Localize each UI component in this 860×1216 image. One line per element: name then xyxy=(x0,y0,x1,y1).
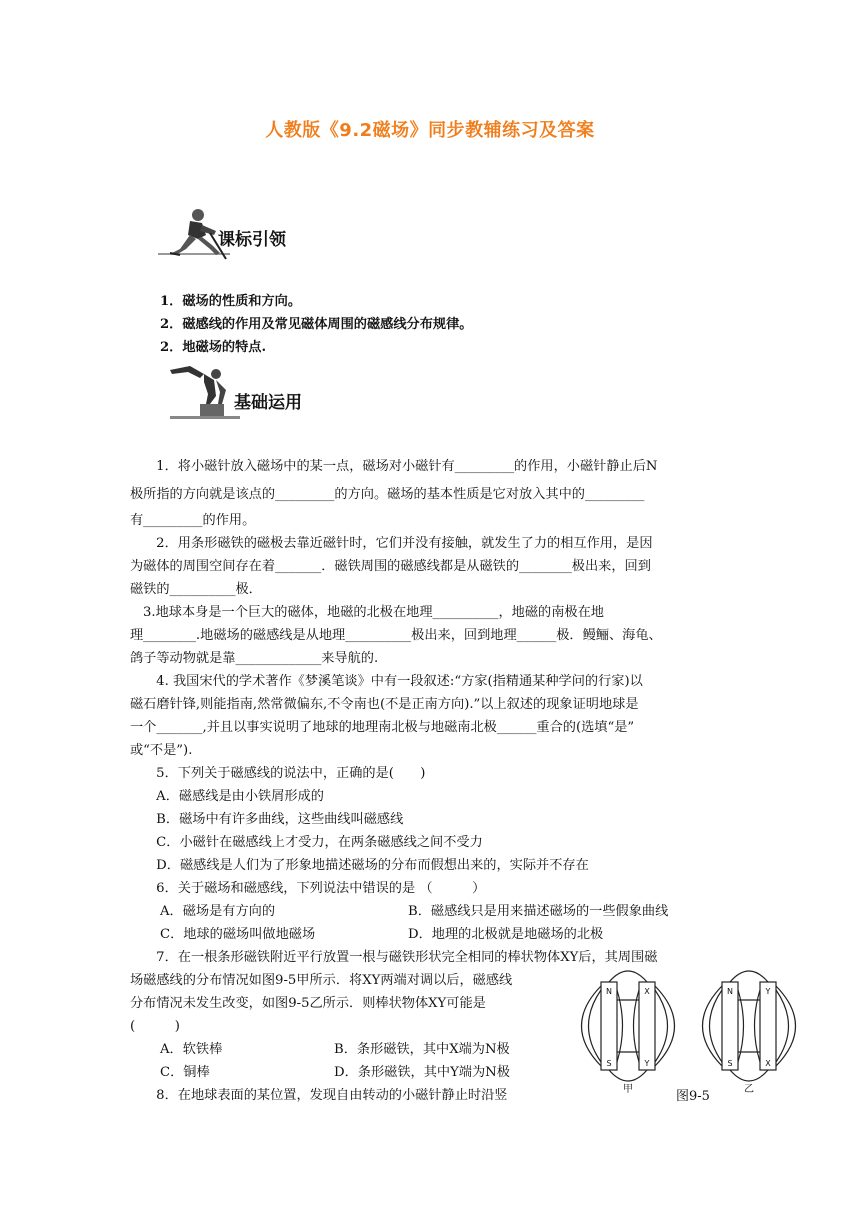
section-heading-label: 课标引领 xyxy=(218,230,286,250)
end-label-y: Y xyxy=(765,987,771,996)
text-line: 分布情况未发生改变，如图9-5乙所示．则棒状物体XY可能是 xyxy=(130,996,486,1011)
text-line: 磁石磨针锋,则能指南,然常微偏东,不令南也(不是正南方向).”以上叙述的现象证明地球是 xyxy=(130,697,639,712)
text-line: 极所指的方向就是该点的_________的方向。磁场的基本性质是它对放入其中的_________ xyxy=(130,487,645,502)
text-line: 场磁感线的分布情况如图9-5甲所示．将XY两端对调以后，磁感线 xyxy=(130,973,513,988)
text-line: 3.地球本身是一个巨大的磁体，地磁的北极在地理__________，地磁的南极在地 xyxy=(143,605,604,620)
page-title: 人教版《9.2磁场》同步教辅练习及答案 xyxy=(265,120,595,141)
field-lines-left xyxy=(582,971,675,1081)
end-label-y: Y xyxy=(644,1059,650,1068)
text-line: 1．将小磁针放入磁场中的某一点，磁场对小磁针有_________的作用，小磁针静止后N xyxy=(143,459,658,474)
text-line: 8．在地球表面的某位置，发现自由转动的小磁针静止时沿竖 xyxy=(143,1088,508,1103)
text-line: D．磁感线是人们为了形象地描述磁场的分布而假想出来的，实际并不存在 xyxy=(143,858,589,873)
text-line: 或“不是”). xyxy=(130,743,193,758)
option-b: B．磁感线只是用来描述磁场的一些假象曲线 xyxy=(408,904,669,919)
figure-caption: 图9-5 xyxy=(676,1089,710,1104)
section-heading-standards xyxy=(150,205,350,270)
text-line: 鸽子等动物就是靠_____________来导航的. xyxy=(130,651,379,666)
text-line: A．磁感线是由小铁屑形成的 xyxy=(143,789,324,804)
pole-label-n: N xyxy=(727,987,733,996)
option-b: B．条形磁铁，其中X端为N极 xyxy=(334,1042,510,1057)
text-line: 4. 我国宋代的学术著作《梦溪笔谈》中有一段叙述:“方家(指精通某种学问的行家)以 xyxy=(143,674,643,689)
text-line: 磁铁的__________极． xyxy=(130,582,262,597)
text-line: 有_________的作用。 xyxy=(130,513,256,528)
figure-label-right: 乙 xyxy=(744,1084,754,1095)
pole-label-s: S xyxy=(606,1059,612,1068)
list-item: 2．磁感线的作用及常见磁体周围的磁感线分布规律。 xyxy=(160,317,473,332)
option-c: C．地球的磁场叫做地磁场 xyxy=(160,927,316,942)
field-lines-right xyxy=(703,971,796,1081)
pole-label-n: N xyxy=(606,987,612,996)
text-line: 7．在一根条形磁铁附近平行放置一根与磁铁形状完全相同的棒状物体XY后，其周围磁 xyxy=(143,950,658,965)
end-label-x: X xyxy=(765,1059,771,1068)
list-item: 1．磁场的性质和方向。 xyxy=(160,294,302,309)
option-a: A．软铁棒 xyxy=(160,1042,223,1057)
option-a: A．磁场是有方向的 xyxy=(160,904,276,919)
gymnast-icon xyxy=(160,360,240,428)
magnetic-field-figure xyxy=(566,960,810,1100)
text-line: 2．用条形磁铁的磁极去靠近磁针时，它们并没有接触，就发生了力的相互作用，是因 xyxy=(143,536,653,551)
section-heading-basics xyxy=(160,360,360,428)
text-line: B．磁场中有许多曲线，这些曲线叫磁感线 xyxy=(143,812,404,827)
option-d: D．条形磁铁，其中Y端为N极 xyxy=(334,1065,510,1080)
text-line: ( ) xyxy=(130,1019,180,1034)
section-heading-label: 基础运用 xyxy=(234,393,302,413)
list-item: 2．地磁场的特点. xyxy=(160,340,267,355)
option-d: D．地理的北极就是地磁场的北极 xyxy=(408,927,604,942)
text-line: 5．下列关于磁感线的说法中，正确的是( ) xyxy=(143,766,426,781)
option-c: C．铜棒 xyxy=(160,1065,210,1080)
text-line: 6．关于磁场和磁感线，下列说法中错误的是 （ ） xyxy=(143,881,486,896)
text-line: C．小磁针在磁感线上才受力，在两条磁感线之间不受力 xyxy=(143,835,483,850)
end-label-x: X xyxy=(644,987,650,996)
pole-label-s: S xyxy=(727,1059,733,1068)
text-line: 理________.地磁场的磁感线是从地理__________极出来，回到地理______极．鳗鲡、海龟、 xyxy=(130,628,662,643)
text-line: 为磁体的周围空间存在着_______．磁铁周围的磁感线都是从磁铁的________极出来，回到 xyxy=(130,559,651,574)
figure-label-left: 甲 xyxy=(623,1084,633,1095)
text-line: 一个_______,并且以事实说明了地球的地理南北极与地磁南北极______重合的(选填“是” xyxy=(130,720,635,735)
